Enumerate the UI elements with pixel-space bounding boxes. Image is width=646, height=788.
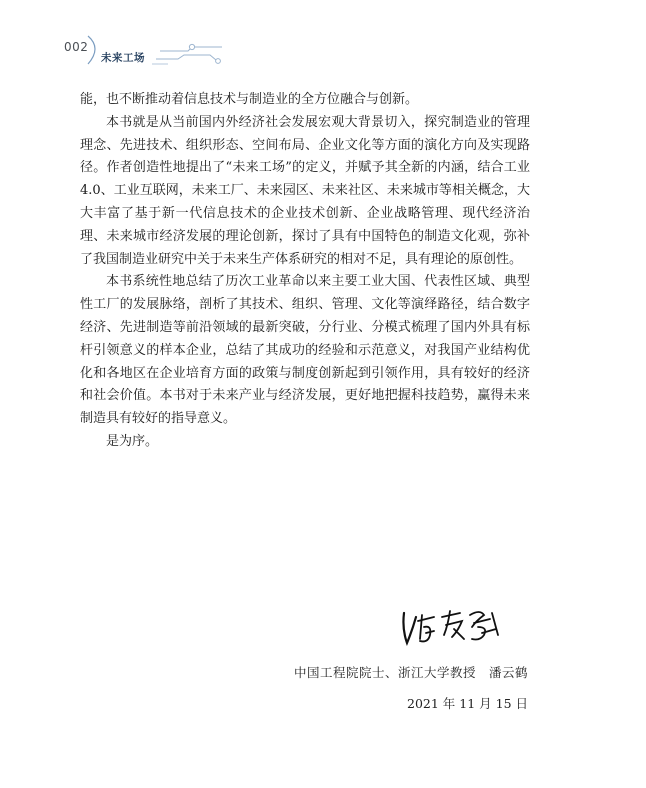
paragraph-4: 是为序。: [106, 433, 159, 449]
running-header-title: 未来工场: [101, 52, 145, 64]
paragraph-3: 本书系统性地总结了历次工业革命以来主要工业大国、代表性区域、典型性工厂的发展脉络，剖析了其技术、组织、管理、文化等演绎路径，结合数字经济、先进制造等前沿领域的最新突破，分行业、分模式梳理了国内外具有标杆引领意义的样本企业，总结了其成功的经验和示范意义，对我国产业结构优化和各地区在企业培育方面的政策与制度创新起到引领作用，具有较好的经济和社会价值。本书对于未来产业与经济发展，更好地把握科技趋势，赢得未来制造具有较好的指导意义。: [80, 274, 530, 427]
page-number: 002: [64, 40, 89, 54]
date-line: 2021 年 11 月 15 日: [407, 696, 528, 711]
body-text: [80, 89, 530, 454]
handwritten-signature: [398, 605, 510, 651]
paragraph-1: 能，也不断推动着信息技术与制造业的全方位融合与创新。: [80, 92, 419, 107]
author-line: 中国工程院院士、浙江大学教授 潘云鹤: [293, 665, 528, 680]
page-header: [0, 0, 646, 80]
paragraph-2: 本书就是从当前国内外经济社会发展宏观大背景切入，探究制造业的管理理念、先进技术、组织形态、空间布局、企业文化等方面的演化方向及实现路径。作者创造性地提出了“未来工场”的定义，并赋予其全新的内涵，结合工业4.0、工业互联网，未来工厂、未来园区、未来社区、未来城市等相关概念，大大丰富了基于新一代信息技术的企业技术创新、企业战略管理、现代经济治理、未来城市经济发展的理论创新，探讨了具有中国特色的制造文化观，弥补了我国制造业研究中关于未来生产体系研究的相对不足，具有理论的原创性。: [80, 114, 530, 267]
